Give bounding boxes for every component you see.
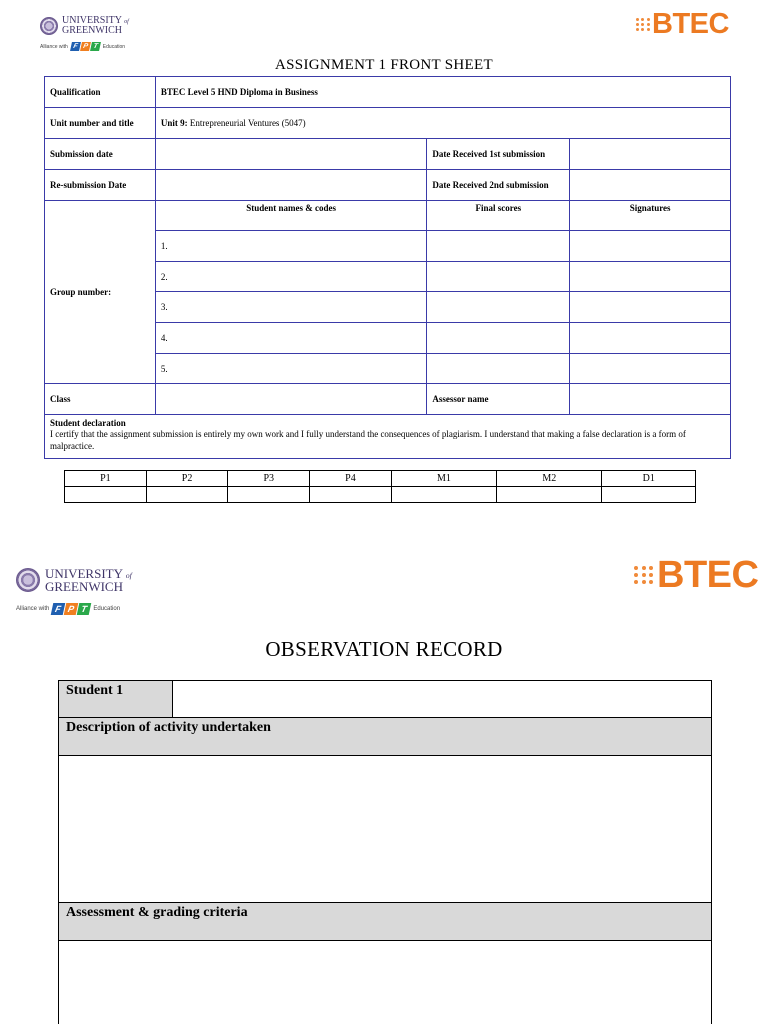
final-score-2[interactable] (427, 262, 570, 292)
description-label: Description of activity undertaken (59, 718, 712, 756)
student-row-3[interactable]: 3. (155, 292, 427, 323)
university-seal-icon (40, 17, 58, 35)
signature-5[interactable] (570, 354, 731, 384)
assessment-criteria-field[interactable] (59, 941, 712, 1024)
signature-2[interactable] (570, 262, 731, 292)
grade-cell-p4[interactable] (310, 487, 392, 503)
btec-dots-icon (636, 18, 650, 31)
final-score-4[interactable] (427, 323, 570, 354)
student-declaration (45, 415, 731, 459)
btec-wordmark: BTEC (657, 554, 759, 596)
btec-wordmark: BTEC (652, 8, 729, 40)
fpt-letter-p: P (80, 42, 91, 51)
description-field[interactable] (59, 756, 712, 903)
qualification-value: BTEC Level 5 HND Diploma in Business (155, 77, 730, 108)
signature-4[interactable] (570, 323, 731, 354)
assessor-label: Assessor name (427, 384, 570, 415)
grade-header-p2: P2 (146, 471, 228, 487)
date-received-1-field[interactable] (570, 139, 731, 170)
declaration-text: I certify that the assignment submission is entirely my own work and I fully understand the consequences of plagiarism. I understand that making a false declaration is a form of malpractice. (50, 429, 686, 451)
group-number-label: Group number: (45, 201, 156, 384)
grades-table (64, 470, 696, 503)
grade-header-p3: P3 (228, 471, 310, 487)
final-score-3[interactable] (427, 292, 570, 323)
university-line1: UNIVERSITY (62, 15, 122, 26)
assessment-criteria-label: Assessment & grading criteria (59, 903, 712, 941)
front-sheet-table (44, 76, 731, 459)
university-line2: GREENWICH (45, 579, 123, 594)
student-row-5[interactable]: 5. (155, 354, 427, 384)
university-of-greenwich-logo-bottom (16, 567, 132, 615)
student-row-4[interactable]: 4. (155, 323, 427, 354)
grade-cell-p1[interactable] (65, 487, 147, 503)
fpt-letter-f: F (51, 603, 66, 615)
unit-label: Unit number and title (45, 108, 156, 139)
btec-dots-icon (634, 566, 654, 584)
fpt-logo (71, 42, 100, 51)
resubmission-date-field[interactable] (155, 170, 427, 201)
fpt-letter-t: T (77, 603, 92, 615)
university-seal-icon (16, 568, 40, 592)
signature-1[interactable] (570, 231, 731, 262)
student-1-label: Student 1 (59, 681, 173, 718)
btec-logo-bottom (634, 556, 758, 594)
fpt-logo (52, 603, 90, 615)
alliance-suffix: Education (102, 43, 126, 50)
date-received-2-field[interactable] (570, 170, 731, 201)
unit-value-bold: Unit 9: (160, 118, 188, 128)
grade-cell-d1[interactable] (602, 487, 696, 503)
grade-header-m1: M1 (391, 471, 496, 487)
signature-3[interactable] (570, 292, 731, 323)
final-score-5[interactable] (427, 354, 570, 384)
student-row-1[interactable]: 1. (155, 231, 427, 262)
alliance-line (16, 603, 132, 615)
student-1-field[interactable] (172, 681, 711, 718)
university-of-greenwich-logo-top (40, 16, 129, 51)
final-scores-header: Final scores (427, 201, 570, 231)
grade-header-m2: M2 (497, 471, 602, 487)
resubmission-date-label: Re-submission Date (45, 170, 156, 201)
observation-record-title: OBSERVATION RECORD (265, 637, 503, 661)
qualification-label: Qualification (45, 77, 156, 108)
date-received-2-label: Date Received 2nd submission (427, 170, 570, 201)
unit-value (155, 108, 730, 139)
grade-header-d1: D1 (602, 471, 696, 487)
university-of: of (125, 571, 132, 580)
submission-date-field[interactable] (155, 139, 427, 170)
declaration-title: Student declaration (50, 418, 126, 428)
grade-header-p1: P1 (65, 471, 147, 487)
date-received-1-label: Date Received 1st submission (427, 139, 570, 170)
btec-logo-top (636, 10, 729, 39)
submission-date-label: Submission date (45, 139, 156, 170)
alliance-prefix: Alliance with (40, 43, 68, 50)
grade-cell-p2[interactable] (146, 487, 228, 503)
class-field[interactable] (155, 384, 427, 415)
grade-cell-m1[interactable] (391, 487, 496, 503)
university-of: of (124, 19, 129, 25)
alliance-prefix: Alliance with (16, 606, 50, 612)
signatures-header: Signatures (570, 201, 731, 231)
class-label: Class (45, 384, 156, 415)
grade-cell-m2[interactable] (497, 487, 602, 503)
fpt-letter-f: F (70, 42, 81, 51)
student-names-header: Student names & codes (155, 201, 427, 231)
front-sheet-title: ASSIGNMENT 1 FRONT SHEET (275, 57, 493, 73)
observation-record-table (58, 680, 712, 1024)
assessor-field[interactable] (570, 384, 731, 415)
alliance-line (40, 42, 129, 51)
final-score-1[interactable] (427, 231, 570, 262)
student-row-2[interactable]: 2. (155, 262, 427, 292)
fpt-letter-t: T (90, 42, 101, 51)
university-line2: GREENWICH (62, 25, 122, 36)
fpt-letter-p: P (64, 603, 79, 615)
alliance-suffix: Education (93, 606, 121, 612)
grade-cell-p3[interactable] (228, 487, 310, 503)
unit-value-rest: Entrepreneurial Ventures (5047) (187, 118, 306, 128)
grade-header-p4: P4 (310, 471, 392, 487)
university-line1: UNIVERSITY (45, 566, 123, 581)
